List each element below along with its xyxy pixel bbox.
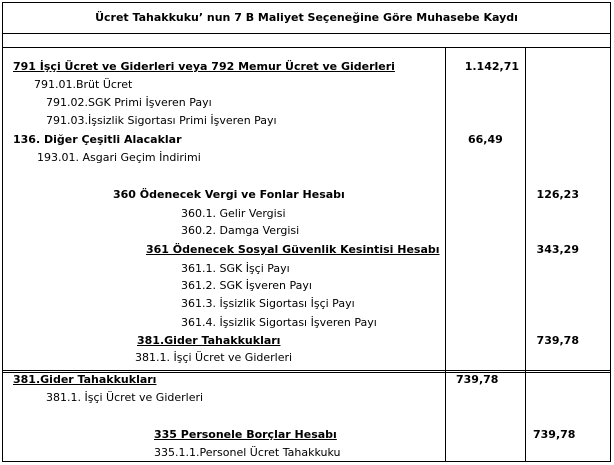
entry-separator (3, 370, 610, 371)
table-title: Ücret Tahakkuku’ nun 7 B Maliyet Seçeneğine Göre Muhasebe Kaydı (3, 3, 610, 34)
debit-account-791: 791 İşçi Ücret ve Giderleri veya 792 Memur Ücret ve Giderleri (13, 60, 395, 73)
credit-amount-360: 126,23 (536, 188, 579, 201)
sub-account: 361.3. İşsizlik Sigortası İşçi Payı (181, 297, 355, 310)
sub-account: 361.4. İşsizlik Sigortası İşveren Payı (181, 316, 377, 329)
header-rule (3, 47, 610, 48)
credit-amount-335: 739,78 (533, 428, 576, 441)
credit-amount-361: 343,29 (536, 243, 579, 256)
credit-account-381: 381.Gider Tahakkukları (137, 334, 281, 347)
debit-column-divider (445, 47, 446, 372)
sub-account: 335.1.1.Personel Ücret Tahakkuku (154, 446, 341, 459)
sub-account: 360.1. Gelir Vergisi (181, 207, 286, 220)
credit-account-360: 360 Ödenecek Vergi ve Fonlar Hesabı (113, 188, 345, 201)
debit-account-381: 381.Gider Tahakkukları (13, 373, 157, 386)
debit-amount-381: 739,78 (456, 373, 499, 386)
credit-amount-381: 739,78 (536, 334, 579, 347)
sub-account: 360.2. Damga Vergisi (181, 224, 300, 237)
debit-amount-136: 66,49 (468, 133, 503, 146)
debit-account-136: 136. Diğer Çeşitli Alacaklar (13, 133, 182, 146)
sub-account: 791.01.Brüt Ücret (34, 78, 133, 91)
sub-account: 381.1. İşçi Ücret ve Giderleri (135, 351, 293, 364)
journal-entry-table (2, 2, 611, 462)
sub-account: 791.02.SGK Primi İşveren Payı (46, 96, 212, 109)
sub-account: 361.2. SGK İşveren Payı (181, 279, 312, 292)
debit-column-divider-2 (445, 372, 446, 462)
credit-account-361: 361 Ödenecek Sosyal Güvenlik Kesintisi Hesabı (146, 243, 440, 256)
credit-column-divider (525, 47, 526, 372)
debit-amount-791: 1.142,71 (464, 60, 519, 73)
sub-account: 361.1. SGK İşçi Payı (181, 262, 290, 275)
sub-account: 193.01. Asgari Geçim İndirimi (37, 151, 201, 164)
credit-account-335: 335 Personele Borçlar Hesabı (154, 428, 337, 441)
sub-account: 791.03.İşsizlik Sigortası Primi İşveren Payı (46, 114, 277, 127)
credit-column-divider-2 (525, 372, 526, 462)
sub-account: 381.1. İşçi Ücret ve Giderleri (46, 391, 204, 404)
